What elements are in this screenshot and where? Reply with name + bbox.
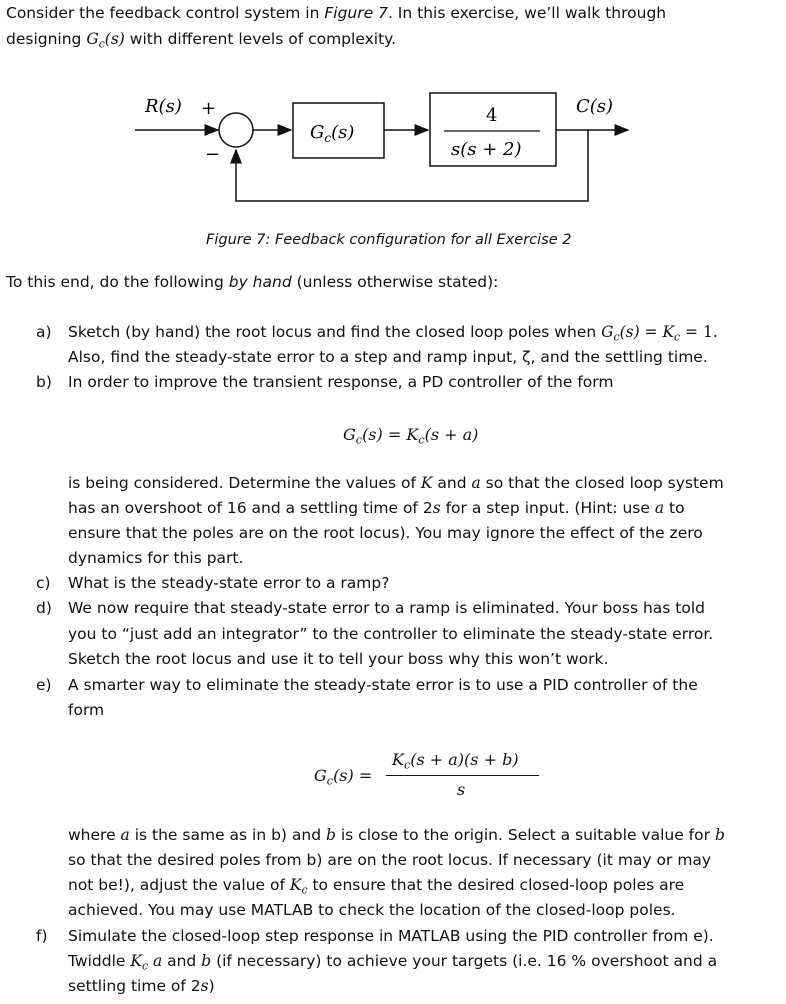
item-b-para-3: ensure that the poles are on the root locus). You may ignore the effect of the zero: [68, 524, 703, 542]
plus-sign: +: [201, 98, 217, 119]
item-f-line-3: settling time of 2s): [68, 977, 215, 995]
plant-denominator: s(s + 2): [451, 139, 522, 160]
item-b-para-1: is being considered. Determine the values of K and a so that the closed loop system: [68, 474, 724, 492]
item-c-marker: c): [36, 574, 51, 592]
item-d-line-3: Sketch the root locus and use it to tell your boss why this won’t work.: [68, 650, 609, 668]
item-e-line-2: form: [68, 701, 105, 719]
output-label: C(s): [576, 96, 614, 117]
item-d-line-2: you to “just add an integrator” to the controller to eliminate the steady-state error.: [68, 625, 714, 643]
item-c-line-1: What is the steady-state error to a ramp?: [68, 574, 390, 592]
plant-numerator: 4: [486, 105, 498, 126]
controller-label: $G_c(s)$: [310, 122, 355, 145]
item-e-para-3: not be!), adjust the value of $K_c$ to ensure that the desired closed-loop poles are: [68, 876, 685, 897]
intro-line-2: designing $G_c(s)$ with different levels of complexity.: [6, 30, 397, 51]
item-a-line-2: Also, find the steady-state error to a step and ramp input, ζ, and the settling time.: [68, 348, 708, 366]
figure-caption: Figure 7: Feedback configuration for all Exercise 2: [206, 232, 572, 248]
item-f-marker: f): [36, 927, 48, 945]
item-b-line-1: In order to improve the transient response, a PD controller of the form: [68, 373, 614, 391]
item-a-line-1: Sketch (by hand) the root locus and find the closed loop poles when $G_c(s) = K_c = 1$.: [68, 323, 718, 344]
item-b-para-2: has an overshoot of 16 and a settling time of 2s for a step input. (Hint: use a to: [68, 499, 685, 517]
pid-equation-numerator: $K_c(s + a)(s + b)$: [392, 750, 519, 772]
pid-equation-lhs: $G_c(s)$ =: [314, 766, 373, 788]
minus-sign: −: [205, 144, 221, 165]
item-a-marker: a): [36, 323, 52, 341]
figure-reference: Figure 7: [324, 4, 388, 22]
item-f-line-2: Twiddle $K_c$ a and b (if necessary) to achieve your targets (i.e. 16 % overshoot and a: [68, 952, 718, 973]
pd-controller-equation: $G_c(s) = K_c(s + a)$: [343, 425, 479, 447]
item-b-marker: b): [36, 373, 52, 391]
pid-equation-denominator: s: [457, 780, 466, 799]
item-b-para-4: dynamics for this part.: [68, 549, 244, 567]
item-f-line-1: Simulate the closed-loop step response in MATLAB using the PID controller from e).: [68, 927, 714, 945]
instructions: To this end, do the following by hand (unless otherwise stated):: [6, 273, 499, 291]
pid-fraction-bar: [386, 775, 539, 776]
item-e-marker: e): [36, 676, 52, 694]
item-e-line-1: A smarter way to eliminate the steady-state error is to use a PID controller of the: [68, 676, 698, 694]
intro-line-1: Consider the feedback control system in Figure 7. In this exercise, we’ll walk through: [6, 4, 667, 22]
input-label: R(s): [145, 96, 182, 117]
item-d-marker: d): [36, 599, 52, 617]
summing-junction: [219, 113, 253, 147]
item-e-para-2: so that the desired poles from b) are on the root locus. If necessary (it may or may: [68, 851, 712, 869]
item-e-para-1: where a is the same as in b) and b is close to the origin. Select a suitable value for b: [68, 826, 725, 844]
item-d-line-1: We now require that steady-state error to a ramp is eliminated. Your boss has told: [68, 599, 705, 617]
item-e-para-4: achieved. You may use MATLAB to check the location of the closed-loop poles.: [68, 901, 676, 919]
